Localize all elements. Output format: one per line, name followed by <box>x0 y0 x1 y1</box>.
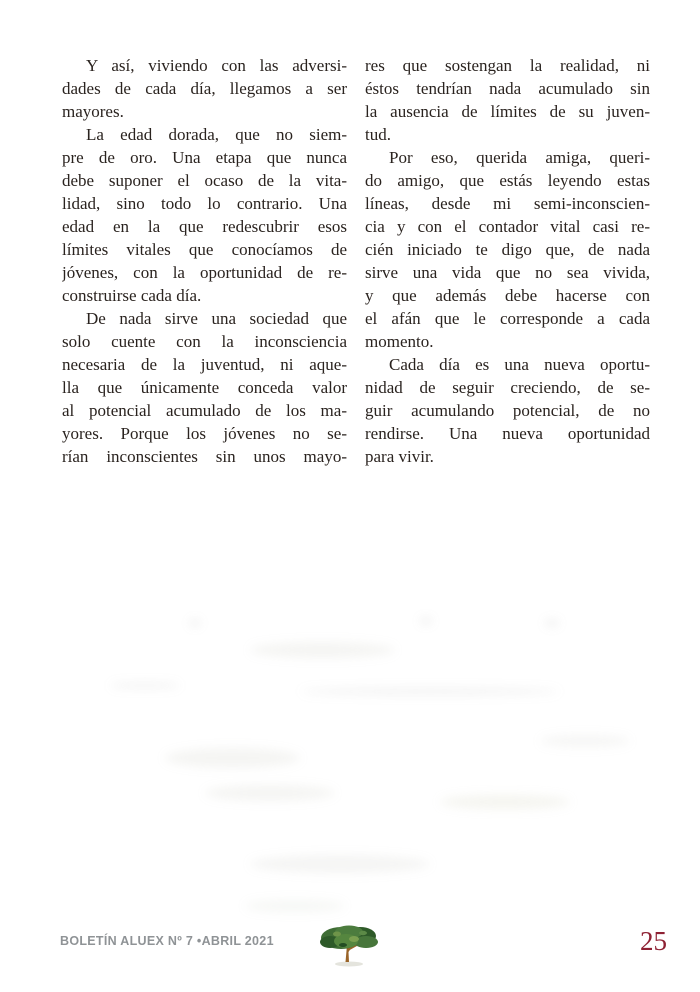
showthrough-mark <box>190 620 200 626</box>
text-line: necesaria de la juventud, ni aque- <box>62 355 347 374</box>
text-line: nidad de seguir creciendo, de se- <box>365 378 650 397</box>
text-line: debe suponer el ocaso de la vita- <box>62 171 347 190</box>
text-line: lla que únicamente conceda valor <box>62 378 347 397</box>
tree-logo-icon <box>319 924 381 968</box>
showthrough-mark <box>440 795 570 809</box>
showthrough-mark <box>420 618 432 624</box>
text-line: De nada sirve una sociedad que <box>86 309 347 328</box>
text-line: la ausencia de límites de su juven- <box>365 102 650 121</box>
showthrough-mark <box>205 785 335 801</box>
text-line: edad en la que redescubrir esos <box>62 217 347 236</box>
text-line: guir acumulando potencial, de no <box>365 401 650 420</box>
text-line: el afán que le corresponde a cada <box>365 309 650 328</box>
showthrough-mark <box>300 688 560 695</box>
text-column-left <box>62 54 347 468</box>
text-line: al potencial acumulado de los ma- <box>62 401 347 420</box>
showthrough-mark <box>540 735 630 747</box>
text-line: mayores. <box>62 102 124 121</box>
text-line: rían inconscientes sin unos mayo- <box>62 447 347 466</box>
text-line: momento. <box>365 332 434 351</box>
text-line: res que sostengan la realidad, ni <box>365 56 650 75</box>
text-line: cia y con el contador vital casi re- <box>365 217 650 236</box>
text-line: sirve una vida que no sea vivida, <box>365 263 650 282</box>
showthrough-mark <box>250 642 395 658</box>
text-line: para vivir. <box>365 447 434 466</box>
showthrough-mark <box>250 855 430 873</box>
footer-bulletin-label: BOLETÍN ALUEX Nº 7 •ABRIL 2021 <box>60 934 274 948</box>
text-column-right <box>365 54 650 468</box>
text-line: Por eso, querida amiga, queri- <box>389 148 650 167</box>
text-line: lidad, sino todo lo contrario. Una <box>62 194 347 213</box>
showthrough-mark <box>545 620 559 626</box>
text-line: solo cuente con la inconsciencia <box>62 332 347 351</box>
showthrough-mark <box>110 683 180 688</box>
text-line: rendirse. Una nueva oportunidad <box>365 424 650 443</box>
text-line: pre de oro. Una etapa que nunca <box>62 148 347 167</box>
text-line: tud. <box>365 125 391 144</box>
page-number: 25 <box>640 926 667 956</box>
text-line: Cada día es una nueva oportu- <box>389 355 650 374</box>
text-line: construirse cada día. <box>62 286 202 305</box>
text-line: dades de cada día, llegamos a ser <box>62 79 347 98</box>
text-line: yores. Porque los jóvenes no se- <box>62 424 347 443</box>
text-line: y que además debe hacerse con <box>365 286 650 305</box>
text-line: La edad dorada, que no siem- <box>86 125 347 144</box>
text-line: éstos tendrían nada acumulado sin <box>365 79 650 98</box>
text-line: cién iniciado te digo que, de nada <box>365 240 650 259</box>
showthrough-mark <box>165 748 300 768</box>
showthrough-mark <box>245 900 345 912</box>
text-line: Y así, viviendo con las adversi- <box>86 56 347 75</box>
text-line: do amigo, que estás leyendo estas <box>365 171 650 190</box>
text-line: límites vitales que conocíamos de <box>62 240 347 259</box>
text-line: jóvenes, con la oportunidad de re- <box>62 263 347 282</box>
text-line: líneas, desde mi semi-inconscien- <box>365 194 650 213</box>
article-body <box>62 54 650 468</box>
